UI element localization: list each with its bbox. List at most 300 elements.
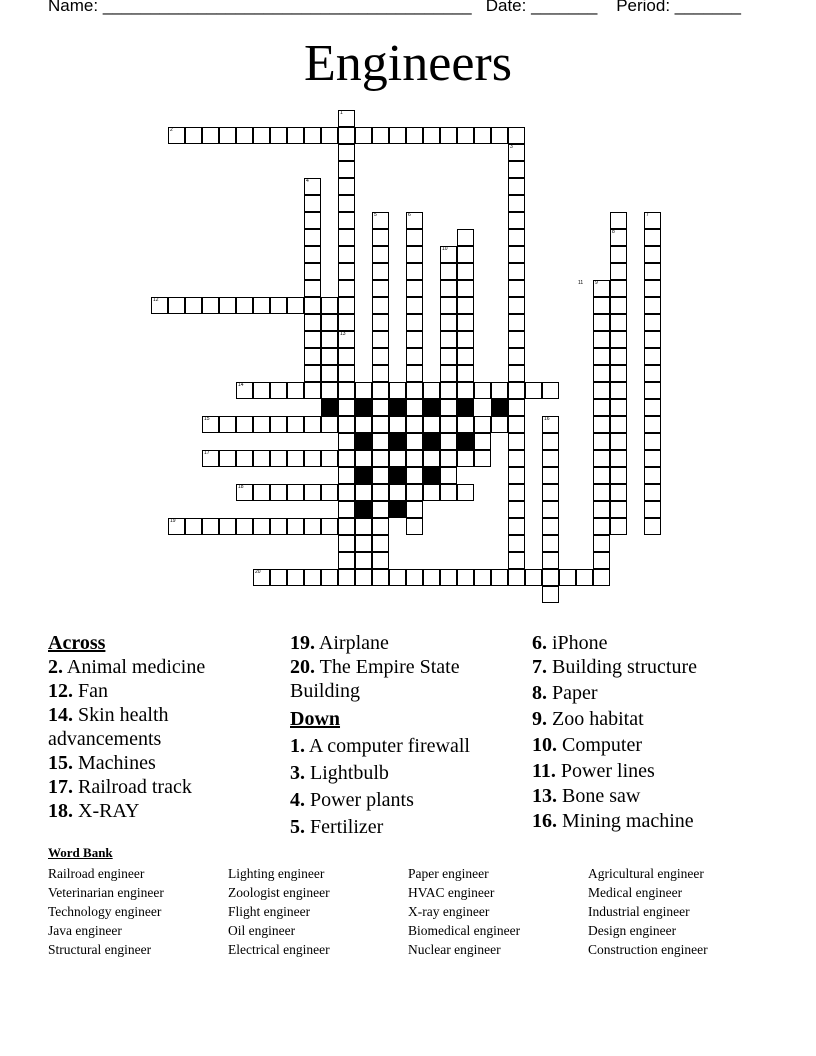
grid-cell[interactable] xyxy=(474,450,491,467)
grid-cell[interactable] xyxy=(270,382,287,399)
grid-cell[interactable] xyxy=(372,246,389,263)
grid-cell[interactable] xyxy=(593,569,610,586)
grid-cell[interactable] xyxy=(406,569,423,586)
grid-cell[interactable] xyxy=(321,382,338,399)
grid-cell[interactable] xyxy=(457,314,474,331)
grid-cell[interactable] xyxy=(508,399,525,416)
grid-cell[interactable] xyxy=(457,229,474,246)
grid-cell[interactable] xyxy=(406,518,423,535)
grid-cell[interactable] xyxy=(593,314,610,331)
grid-cell[interactable] xyxy=(202,518,219,535)
grid-cell[interactable] xyxy=(304,382,321,399)
grid-cell[interactable] xyxy=(304,280,321,297)
grid-cell[interactable] xyxy=(457,280,474,297)
grid-cell[interactable] xyxy=(440,450,457,467)
grid-cell[interactable] xyxy=(508,433,525,450)
grid-cell[interactable] xyxy=(304,365,321,382)
grid-cell[interactable] xyxy=(644,518,661,535)
grid-cell[interactable] xyxy=(236,450,253,467)
grid-cell[interactable] xyxy=(644,229,661,246)
grid-cell[interactable] xyxy=(406,246,423,263)
grid-cell[interactable] xyxy=(610,484,627,501)
grid-cell[interactable] xyxy=(610,382,627,399)
grid-cell[interactable] xyxy=(321,450,338,467)
grid-cell[interactable] xyxy=(508,450,525,467)
grid-cell[interactable] xyxy=(321,314,338,331)
grid-cell[interactable] xyxy=(457,246,474,263)
grid-cell[interactable] xyxy=(253,127,270,144)
grid-cell[interactable] xyxy=(338,229,355,246)
grid-cell[interactable] xyxy=(253,518,270,535)
grid-cell[interactable] xyxy=(610,365,627,382)
grid-cell[interactable] xyxy=(406,127,423,144)
grid-cell[interactable] xyxy=(508,535,525,552)
grid-cell[interactable] xyxy=(610,348,627,365)
grid-cell[interactable] xyxy=(338,365,355,382)
grid-cell[interactable] xyxy=(542,450,559,467)
grid-cell[interactable] xyxy=(508,365,525,382)
grid-cell[interactable] xyxy=(355,552,372,569)
grid-cell[interactable] xyxy=(372,382,389,399)
grid-cell[interactable] xyxy=(253,450,270,467)
grid-cell[interactable] xyxy=(508,552,525,569)
grid-cell[interactable] xyxy=(338,161,355,178)
grid-cell[interactable] xyxy=(304,314,321,331)
grid-cell[interactable] xyxy=(338,144,355,161)
grid-cell[interactable] xyxy=(440,263,457,280)
grid-cell[interactable] xyxy=(338,212,355,229)
grid-cell[interactable] xyxy=(542,484,559,501)
grid-cell[interactable] xyxy=(508,484,525,501)
grid-cell[interactable] xyxy=(219,450,236,467)
grid-cell[interactable] xyxy=(304,450,321,467)
grid-cell[interactable] xyxy=(593,433,610,450)
grid-cell[interactable] xyxy=(372,535,389,552)
grid-cell[interactable] xyxy=(644,382,661,399)
grid-cell[interactable] xyxy=(457,263,474,280)
grid-cell[interactable] xyxy=(457,416,474,433)
grid-cell[interactable] xyxy=(253,416,270,433)
grid-cell[interactable] xyxy=(576,569,593,586)
grid-cell[interactable] xyxy=(372,314,389,331)
grid-cell[interactable] xyxy=(423,484,440,501)
grid-cell[interactable] xyxy=(508,518,525,535)
grid-cell[interactable] xyxy=(338,127,355,144)
grid-cell[interactable] xyxy=(219,416,236,433)
grid-cell[interactable] xyxy=(338,263,355,280)
grid-cell[interactable] xyxy=(372,365,389,382)
grid-cell[interactable] xyxy=(304,297,321,314)
grid-cell[interactable] xyxy=(406,484,423,501)
grid-cell[interactable] xyxy=(321,297,338,314)
grid-cell[interactable] xyxy=(644,348,661,365)
grid-cell[interactable] xyxy=(593,382,610,399)
clue-item: 15. Machines xyxy=(48,752,156,774)
grid-cell[interactable] xyxy=(338,246,355,263)
grid-cell[interactable] xyxy=(372,433,389,450)
grid-cell[interactable] xyxy=(610,331,627,348)
grid-cell[interactable] xyxy=(287,127,304,144)
grid-cell[interactable] xyxy=(338,552,355,569)
grid-cell[interactable] xyxy=(236,297,253,314)
grid-cell[interactable] xyxy=(593,450,610,467)
grid-cell[interactable] xyxy=(372,331,389,348)
grid-cell[interactable] xyxy=(389,569,406,586)
grid-cell[interactable] xyxy=(406,348,423,365)
grid-cell[interactable] xyxy=(474,127,491,144)
grid-cell[interactable] xyxy=(593,518,610,535)
grid-cell[interactable] xyxy=(508,382,525,399)
grid-cell[interactable] xyxy=(338,382,355,399)
grid-cell[interactable] xyxy=(338,314,355,331)
grid-cell[interactable] xyxy=(287,484,304,501)
grid-cell[interactable] xyxy=(406,229,423,246)
grid-cell[interactable] xyxy=(491,382,508,399)
grid-cell[interactable] xyxy=(644,484,661,501)
grid-cell[interactable] xyxy=(610,416,627,433)
grid-cell[interactable] xyxy=(219,518,236,535)
grid-cell[interactable] xyxy=(593,331,610,348)
grid-cell[interactable] xyxy=(423,382,440,399)
grid-cell[interactable] xyxy=(610,501,627,518)
grid-cell[interactable] xyxy=(338,467,355,484)
grid-cell[interactable] xyxy=(355,127,372,144)
grid-cell[interactable] xyxy=(542,586,559,603)
grid-cell[interactable] xyxy=(508,501,525,518)
grid-cell[interactable] xyxy=(372,263,389,280)
grid-cell[interactable] xyxy=(508,178,525,195)
grid-cell[interactable] xyxy=(508,246,525,263)
grid-cell[interactable] xyxy=(338,450,355,467)
grid-cell[interactable] xyxy=(321,518,338,535)
grid-cell[interactable] xyxy=(270,484,287,501)
grid-cell[interactable] xyxy=(338,433,355,450)
grid-cell[interactable] xyxy=(593,484,610,501)
grid-cell[interactable] xyxy=(406,433,423,450)
grid-cell[interactable] xyxy=(372,552,389,569)
grid-cell[interactable] xyxy=(508,263,525,280)
grid-cell[interactable] xyxy=(593,399,610,416)
grid-cell[interactable] xyxy=(423,450,440,467)
word-bank-item: Java engineer xyxy=(48,923,122,938)
grid-cell[interactable] xyxy=(355,484,372,501)
grid-cell[interactable] xyxy=(355,450,372,467)
grid-cell[interactable] xyxy=(440,399,457,416)
grid-cell[interactable] xyxy=(338,178,355,195)
grid-cell[interactable] xyxy=(423,416,440,433)
grid-cell[interactable] xyxy=(508,127,525,144)
grid-cell[interactable] xyxy=(270,416,287,433)
grid-cell[interactable] xyxy=(457,127,474,144)
grid-cell[interactable] xyxy=(406,450,423,467)
grid-cell[interactable] xyxy=(236,416,253,433)
grid-cell[interactable] xyxy=(644,399,661,416)
grid-cell[interactable] xyxy=(542,382,559,399)
grid-cell[interactable] xyxy=(287,518,304,535)
grid-cell[interactable] xyxy=(610,518,627,535)
grid-cell[interactable] xyxy=(270,450,287,467)
grid-cell[interactable] xyxy=(389,127,406,144)
grid-cell[interactable] xyxy=(372,467,389,484)
grid-cell[interactable] xyxy=(542,433,559,450)
grid-cell[interactable] xyxy=(457,297,474,314)
grid-cell[interactable] xyxy=(644,331,661,348)
grid-cell[interactable] xyxy=(440,331,457,348)
grid-cell[interactable] xyxy=(542,518,559,535)
grid-cell[interactable] xyxy=(474,569,491,586)
grid-cell[interactable] xyxy=(219,127,236,144)
grid-cell[interactable] xyxy=(236,518,253,535)
grid-cell[interactable] xyxy=(270,518,287,535)
grid-cell[interactable] xyxy=(406,365,423,382)
grid-cell[interactable] xyxy=(304,246,321,263)
grid-cell[interactable] xyxy=(338,399,355,416)
grid-cell[interactable] xyxy=(372,416,389,433)
grid-cell[interactable] xyxy=(304,229,321,246)
grid-cell[interactable] xyxy=(304,127,321,144)
grid-cell[interactable] xyxy=(610,467,627,484)
grid-cell[interactable] xyxy=(644,246,661,263)
clue-item: 20. The Empire State Building xyxy=(290,656,460,702)
grid-cell[interactable] xyxy=(644,280,661,297)
grid-cell[interactable] xyxy=(474,433,491,450)
grid-cell[interactable] xyxy=(202,127,219,144)
grid-cell[interactable] xyxy=(644,314,661,331)
grid-cell[interactable] xyxy=(457,365,474,382)
grid-cell[interactable] xyxy=(423,569,440,586)
grid-cell[interactable] xyxy=(389,450,406,467)
grid-cell[interactable] xyxy=(202,297,219,314)
grid-cell[interactable] xyxy=(644,297,661,314)
grid-cell[interactable] xyxy=(610,212,627,229)
grid-cell[interactable] xyxy=(372,297,389,314)
grid-cell[interactable] xyxy=(440,467,457,484)
grid-cell[interactable] xyxy=(440,297,457,314)
grid-cell[interactable] xyxy=(610,280,627,297)
grid-cell[interactable] xyxy=(389,484,406,501)
grid-cell[interactable] xyxy=(355,569,372,586)
name-blank[interactable]: _______________________________________ xyxy=(102,0,472,15)
grid-cell[interactable] xyxy=(406,263,423,280)
grid-cell[interactable] xyxy=(253,297,270,314)
grid-cell[interactable] xyxy=(508,195,525,212)
grid-cell[interactable] xyxy=(440,382,457,399)
grid-cell[interactable] xyxy=(304,484,321,501)
grid-cell[interactable] xyxy=(372,518,389,535)
grid-cell[interactable] xyxy=(406,314,423,331)
grid-cell[interactable] xyxy=(508,161,525,178)
grid-cell[interactable] xyxy=(610,246,627,263)
grid-cell[interactable] xyxy=(253,484,270,501)
grid-cell[interactable] xyxy=(644,450,661,467)
grid-cell[interactable] xyxy=(168,297,185,314)
grid-cell[interactable] xyxy=(321,365,338,382)
grid-cell[interactable] xyxy=(542,501,559,518)
grid-cell[interactable] xyxy=(440,365,457,382)
grid-cell[interactable] xyxy=(304,263,321,280)
grid-cell[interactable] xyxy=(593,552,610,569)
grid-cell[interactable] xyxy=(440,569,457,586)
grid-cell[interactable] xyxy=(372,569,389,586)
grid-cell[interactable] xyxy=(508,331,525,348)
grid-cell[interactable] xyxy=(355,518,372,535)
grid-cell[interactable] xyxy=(287,382,304,399)
grid-cell[interactable] xyxy=(236,127,253,144)
grid-cell[interactable] xyxy=(321,484,338,501)
grid-cell[interactable] xyxy=(559,569,576,586)
grid-cell[interactable] xyxy=(610,297,627,314)
grid-cell[interactable] xyxy=(406,331,423,348)
grid-cell[interactable] xyxy=(508,314,525,331)
grid-cell[interactable] xyxy=(321,127,338,144)
grid-cell[interactable] xyxy=(610,450,627,467)
grid-cell[interactable] xyxy=(338,297,355,314)
grid-cell[interactable] xyxy=(185,127,202,144)
grid-cell[interactable] xyxy=(440,484,457,501)
grid-cell[interactable] xyxy=(287,297,304,314)
grid-cell[interactable] xyxy=(304,416,321,433)
grid-cell[interactable] xyxy=(372,501,389,518)
grid-cell[interactable] xyxy=(593,416,610,433)
grid-cell[interactable] xyxy=(338,416,355,433)
grid-cell[interactable] xyxy=(406,501,423,518)
grid-cell[interactable] xyxy=(304,569,321,586)
grid-cell[interactable] xyxy=(338,484,355,501)
grid-cell[interactable] xyxy=(440,416,457,433)
grid-cell[interactable] xyxy=(389,382,406,399)
grid-cell[interactable] xyxy=(287,416,304,433)
grid-cell[interactable] xyxy=(389,416,406,433)
grid-cell[interactable] xyxy=(508,467,525,484)
grid-cell[interactable] xyxy=(542,535,559,552)
grid-cell[interactable] xyxy=(644,433,661,450)
grid-cell[interactable] xyxy=(372,280,389,297)
grid-cell[interactable] xyxy=(457,484,474,501)
grid-cell[interactable] xyxy=(321,331,338,348)
period-blank[interactable]: _______ xyxy=(674,0,741,15)
grid-cell[interactable] xyxy=(610,433,627,450)
grid-cell[interactable] xyxy=(406,297,423,314)
grid-cell[interactable] xyxy=(423,127,440,144)
grid-cell[interactable] xyxy=(304,195,321,212)
grid-cell[interactable] xyxy=(321,569,338,586)
grid-cell[interactable] xyxy=(440,314,457,331)
grid-cell[interactable] xyxy=(304,348,321,365)
grid-cell[interactable] xyxy=(491,569,508,586)
grid-cell[interactable] xyxy=(508,348,525,365)
grid-cell[interactable] xyxy=(270,297,287,314)
grid-cell[interactable] xyxy=(440,348,457,365)
grid-cell[interactable] xyxy=(525,569,542,586)
grid-cell[interactable] xyxy=(219,297,236,314)
grid-cell[interactable] xyxy=(474,382,491,399)
grid-cell[interactable] xyxy=(372,399,389,416)
grid-cell[interactable] xyxy=(542,552,559,569)
grid-cell[interactable] xyxy=(508,297,525,314)
grid-cell[interactable] xyxy=(321,416,338,433)
grid-cell[interactable] xyxy=(287,569,304,586)
grid-cell[interactable] xyxy=(338,195,355,212)
grid-cell[interactable] xyxy=(593,348,610,365)
grid-cell[interactable] xyxy=(372,229,389,246)
grid-cell[interactable] xyxy=(355,382,372,399)
grid-cell[interactable] xyxy=(542,569,559,586)
grid-cell[interactable] xyxy=(355,416,372,433)
grid-cell[interactable] xyxy=(457,348,474,365)
date-blank[interactable]: _______ xyxy=(531,0,598,15)
grid-cell[interactable] xyxy=(474,416,491,433)
grid-cell[interactable] xyxy=(508,416,525,433)
grid-cell[interactable] xyxy=(593,467,610,484)
grid-cell[interactable] xyxy=(338,501,355,518)
grid-cell[interactable] xyxy=(610,314,627,331)
grid-cell[interactable] xyxy=(644,416,661,433)
grid-cell[interactable] xyxy=(593,535,610,552)
grid-cell[interactable] xyxy=(372,127,389,144)
grid-cell[interactable] xyxy=(406,399,423,416)
grid-cell[interactable] xyxy=(338,348,355,365)
grid-cell[interactable] xyxy=(610,263,627,280)
grid-cell[interactable] xyxy=(508,280,525,297)
grid-cell[interactable] xyxy=(440,280,457,297)
grid-cell[interactable] xyxy=(355,535,372,552)
grid-cell[interactable] xyxy=(406,280,423,297)
grid-cell[interactable] xyxy=(593,365,610,382)
grid-cell[interactable] xyxy=(338,535,355,552)
grid-cell[interactable] xyxy=(270,569,287,586)
grid-cell[interactable] xyxy=(491,416,508,433)
grid-cell[interactable] xyxy=(644,263,661,280)
grid-cell[interactable] xyxy=(406,467,423,484)
grid-cell[interactable] xyxy=(593,501,610,518)
grid-cell[interactable] xyxy=(270,127,287,144)
grid-cell[interactable] xyxy=(644,501,661,518)
grid-cell[interactable] xyxy=(491,127,508,144)
grid-cell[interactable] xyxy=(508,569,525,586)
grid-cell[interactable] xyxy=(440,433,457,450)
grid-cell[interactable] xyxy=(304,331,321,348)
grid-cell[interactable] xyxy=(304,212,321,229)
grid-cell[interactable] xyxy=(644,467,661,484)
grid-cell[interactable] xyxy=(457,382,474,399)
grid-cell[interactable] xyxy=(406,382,423,399)
grid-cell[interactable] xyxy=(457,450,474,467)
grid-cell[interactable] xyxy=(440,127,457,144)
grid-cell[interactable] xyxy=(610,399,627,416)
grid-cell[interactable] xyxy=(304,518,321,535)
grid-cell[interactable] xyxy=(253,382,270,399)
grid-cell[interactable] xyxy=(185,518,202,535)
grid-cell[interactable] xyxy=(457,569,474,586)
grid-cell[interactable] xyxy=(338,518,355,535)
grid-cell[interactable] xyxy=(508,229,525,246)
grid-cell[interactable] xyxy=(457,331,474,348)
grid-cell[interactable] xyxy=(406,416,423,433)
grid-cell[interactable] xyxy=(287,450,304,467)
grid-cell[interactable] xyxy=(372,484,389,501)
grid-cell[interactable] xyxy=(542,467,559,484)
grid-cell[interactable] xyxy=(508,212,525,229)
grid-cell[interactable] xyxy=(644,365,661,382)
grid-cell[interactable] xyxy=(372,450,389,467)
grid-cell[interactable] xyxy=(372,348,389,365)
grid-cell[interactable] xyxy=(593,297,610,314)
grid-cell[interactable] xyxy=(338,569,355,586)
grid-cell[interactable] xyxy=(338,280,355,297)
grid-cell[interactable] xyxy=(321,348,338,365)
grid-cell[interactable] xyxy=(185,297,202,314)
grid-cell[interactable] xyxy=(525,382,542,399)
